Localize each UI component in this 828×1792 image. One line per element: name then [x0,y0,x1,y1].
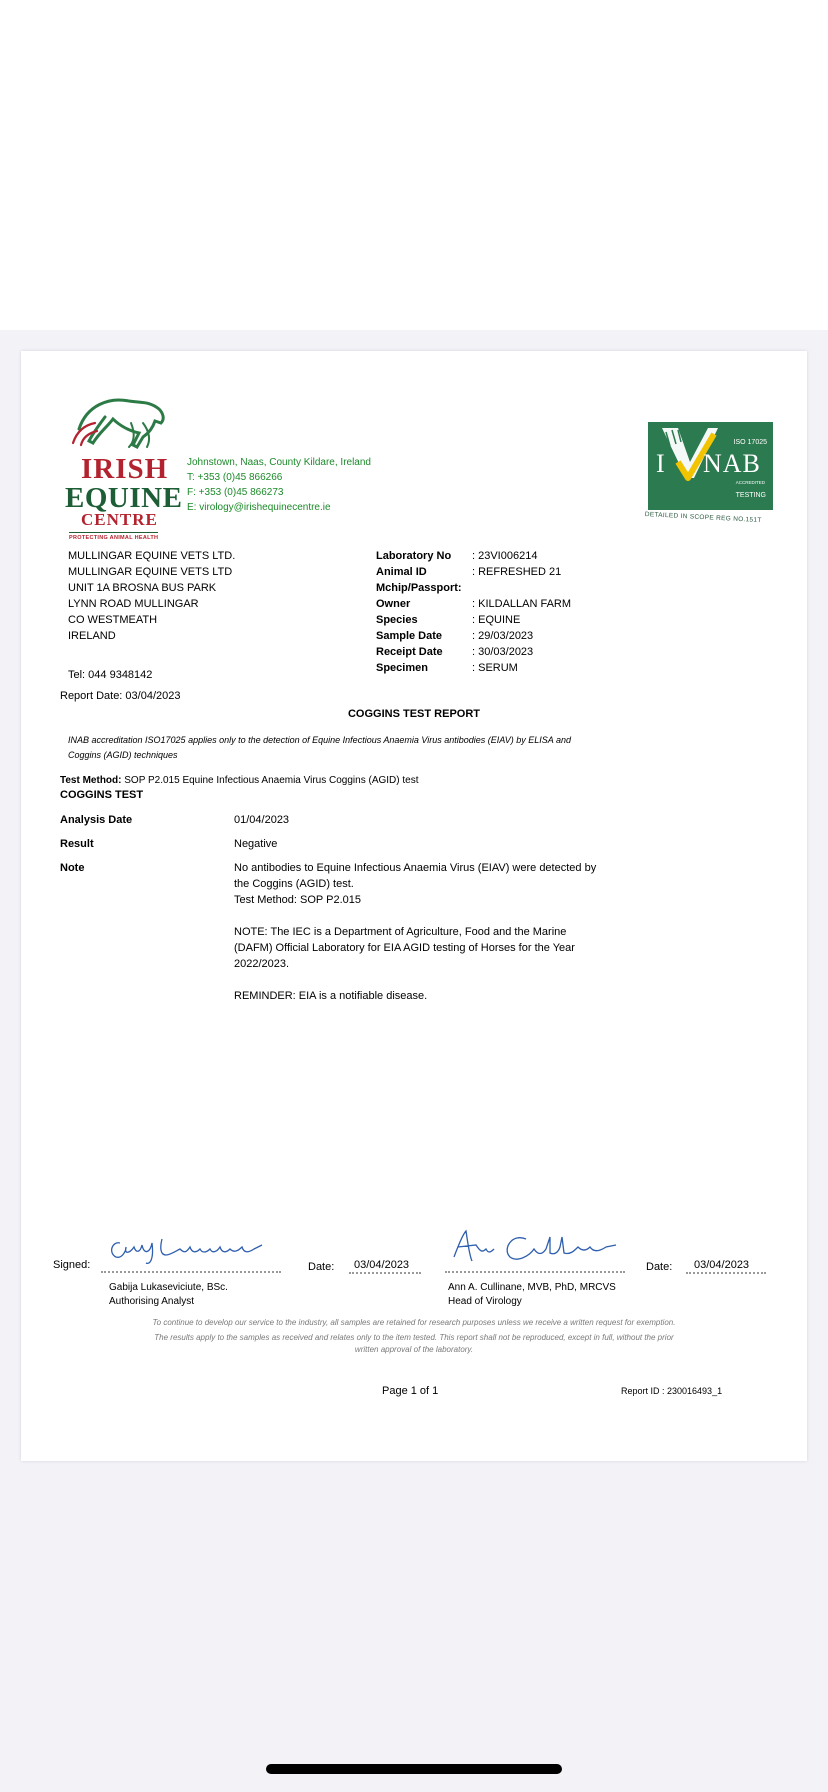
result-label: Result [60,838,94,850]
report-page [21,351,807,1461]
inab-testing-label: TESTING [735,492,766,499]
lab-field-label: Sample Date [376,630,443,642]
test-method-line [60,774,419,788]
lab-field-value: : 29/03/2023 [472,630,534,642]
date-value-1: 03/04/2023 [354,1259,410,1271]
client-line: MULLINGAR EQUINE VETS LTD. [68,550,236,562]
disclaimer-line: To continue to develop our service to the industry, all samples are retained for research purposes unless we receive a written request for exemption. [152,1318,676,1327]
lab-field-label: Specimen [376,662,428,674]
contact-email: E: virology@irishequinecentre.ie [187,502,331,513]
client-line: IRELAND [68,630,116,642]
note-text-line: (DAFM) Official Laboratory for EIA AGID testing of Horses for the Year [234,942,575,954]
client-line: UNIT 1A BROSNA BUS PARK [68,582,217,594]
lab-field-label: Mchip/Passport: [376,582,462,594]
inab-mark-nab: NAB [703,449,761,478]
date-1-line [349,1272,421,1274]
contact-fax: F: +353 (0)45 866273 [187,487,284,498]
inab-badge [648,422,773,510]
test-method-value: SOP P2.015 Equine Infectious Anaemia Virus Coggins (AGID) test [121,775,419,786]
logo-word-centre: CENTRE [81,510,158,529]
lab-field-value: : 30/03/2023 [472,646,534,658]
lab-field-values [472,548,571,676]
lab-field-value: : SERUM [472,662,518,674]
note-text-line: REMINDER: EIA is a notifiable disease. [234,990,428,1002]
date-label-1: Date: [308,1261,335,1273]
contact-address: Johnstown, Naas, County Kildare, Ireland [187,457,371,468]
home-indicator[interactable] [266,1764,562,1774]
signature-2-line [445,1271,625,1273]
analysis-date-value: 01/04/2023 [234,814,290,826]
logo-tagline: PROTECTING ANIMAL HEALTH [69,532,158,542]
lab-field-value: : REFRESHED 21 [472,566,562,578]
section-title: COGGINS TEST [60,789,144,801]
accreditation-note-line: INAB accreditation ISO17025 applies only to the detection of Equine Infectious Anaemia Virus antibodies (EIAV) by ELISA and [68,735,571,745]
note-text-line: Test Method: SOP P2.015 [234,894,361,906]
client-line: MULLINGAR EQUINE VETS LTD [68,566,233,578]
signer-1-role: Authorising Analyst [109,1296,195,1307]
client-line: LYNN ROAD MULLINGAR [68,598,199,610]
note-text-line: the Coggins (AGID) test. [234,878,354,890]
client-address [68,548,235,644]
inab-scope-text: DETAILED IN SCOPE REG NO.151T [644,511,762,525]
note-text-line: NOTE: The IEC is a Department of Agriculture, Food and the Marine [234,926,567,938]
signed-label: Signed: [53,1259,91,1271]
inab-mark-i: I [656,449,666,478]
logo-word-irish: IRISH [81,453,169,485]
top-blank-area [0,0,828,330]
accreditation-note-line: Coggins (AGID) techniques [68,750,178,760]
client-line: CO WESTMEATH [68,614,158,626]
note-label: Note [60,862,85,874]
lab-field-labels [376,548,462,676]
date-value-2: 03/04/2023 [694,1259,750,1271]
date-label-2: Date: [646,1261,673,1273]
lab-field-label: Animal ID [376,566,427,578]
report-id: Report ID : 230016493_1 [621,1386,723,1396]
signature-2 [446,1227,626,1267]
disclaimer-line: written approval of the laboratory. [354,1345,474,1354]
date-2-line [686,1272,766,1274]
lab-field-value: : 23VI006214 [472,550,538,562]
disclaimer-line: The results apply to the samples as received and relates only to the item tested. This report shall not be reproduced, except in full, without the prior [154,1333,674,1342]
contact-block [187,455,371,515]
test-method-label: Test Method: [60,775,122,786]
report-date: Report Date: 03/04/2023 [60,690,181,702]
lab-field-label: Species [376,614,418,626]
note-text-line: 2022/2023. [234,958,290,970]
result-value: Negative [234,838,278,850]
lab-field-value: : KILDALLAN FARM [472,598,572,610]
signer-2-role: Head of Virology [448,1296,522,1307]
lab-field-value [472,580,571,596]
report-title: COGGINS TEST REPORT [347,708,480,720]
lab-field-value: : EQUINE [472,614,521,626]
signature-1-line [101,1271,281,1273]
analysis-date-label: Analysis Date [60,814,133,826]
horse-logo-icon [69,393,169,451]
signer-1-name: Gabija Lukaseviciute, BSc. [109,1282,228,1293]
signer-2-name: Ann A. Cullinane, MVB, PhD, MRCVS [448,1282,616,1293]
inab-iso-label: ISO 17025 [733,439,767,446]
lab-field-label: Laboratory No [376,550,452,562]
note-text-line: No antibodies to Equine Infectious Anaemia Virus (EIAV) were detected by [234,862,597,874]
contact-phone: T: +353 (0)45 866266 [187,472,283,483]
lab-field-label: Owner [376,598,411,610]
page-number: Page 1 of 1 [382,1385,439,1397]
lab-field-label: Receipt Date [376,646,443,658]
signature-1 [106,1231,276,1267]
inab-accredited-label: ACCREDITED [735,480,765,485]
client-tel: Tel: 044 9348142 [68,669,153,681]
logo-word-equine: EQUINE [65,482,183,514]
